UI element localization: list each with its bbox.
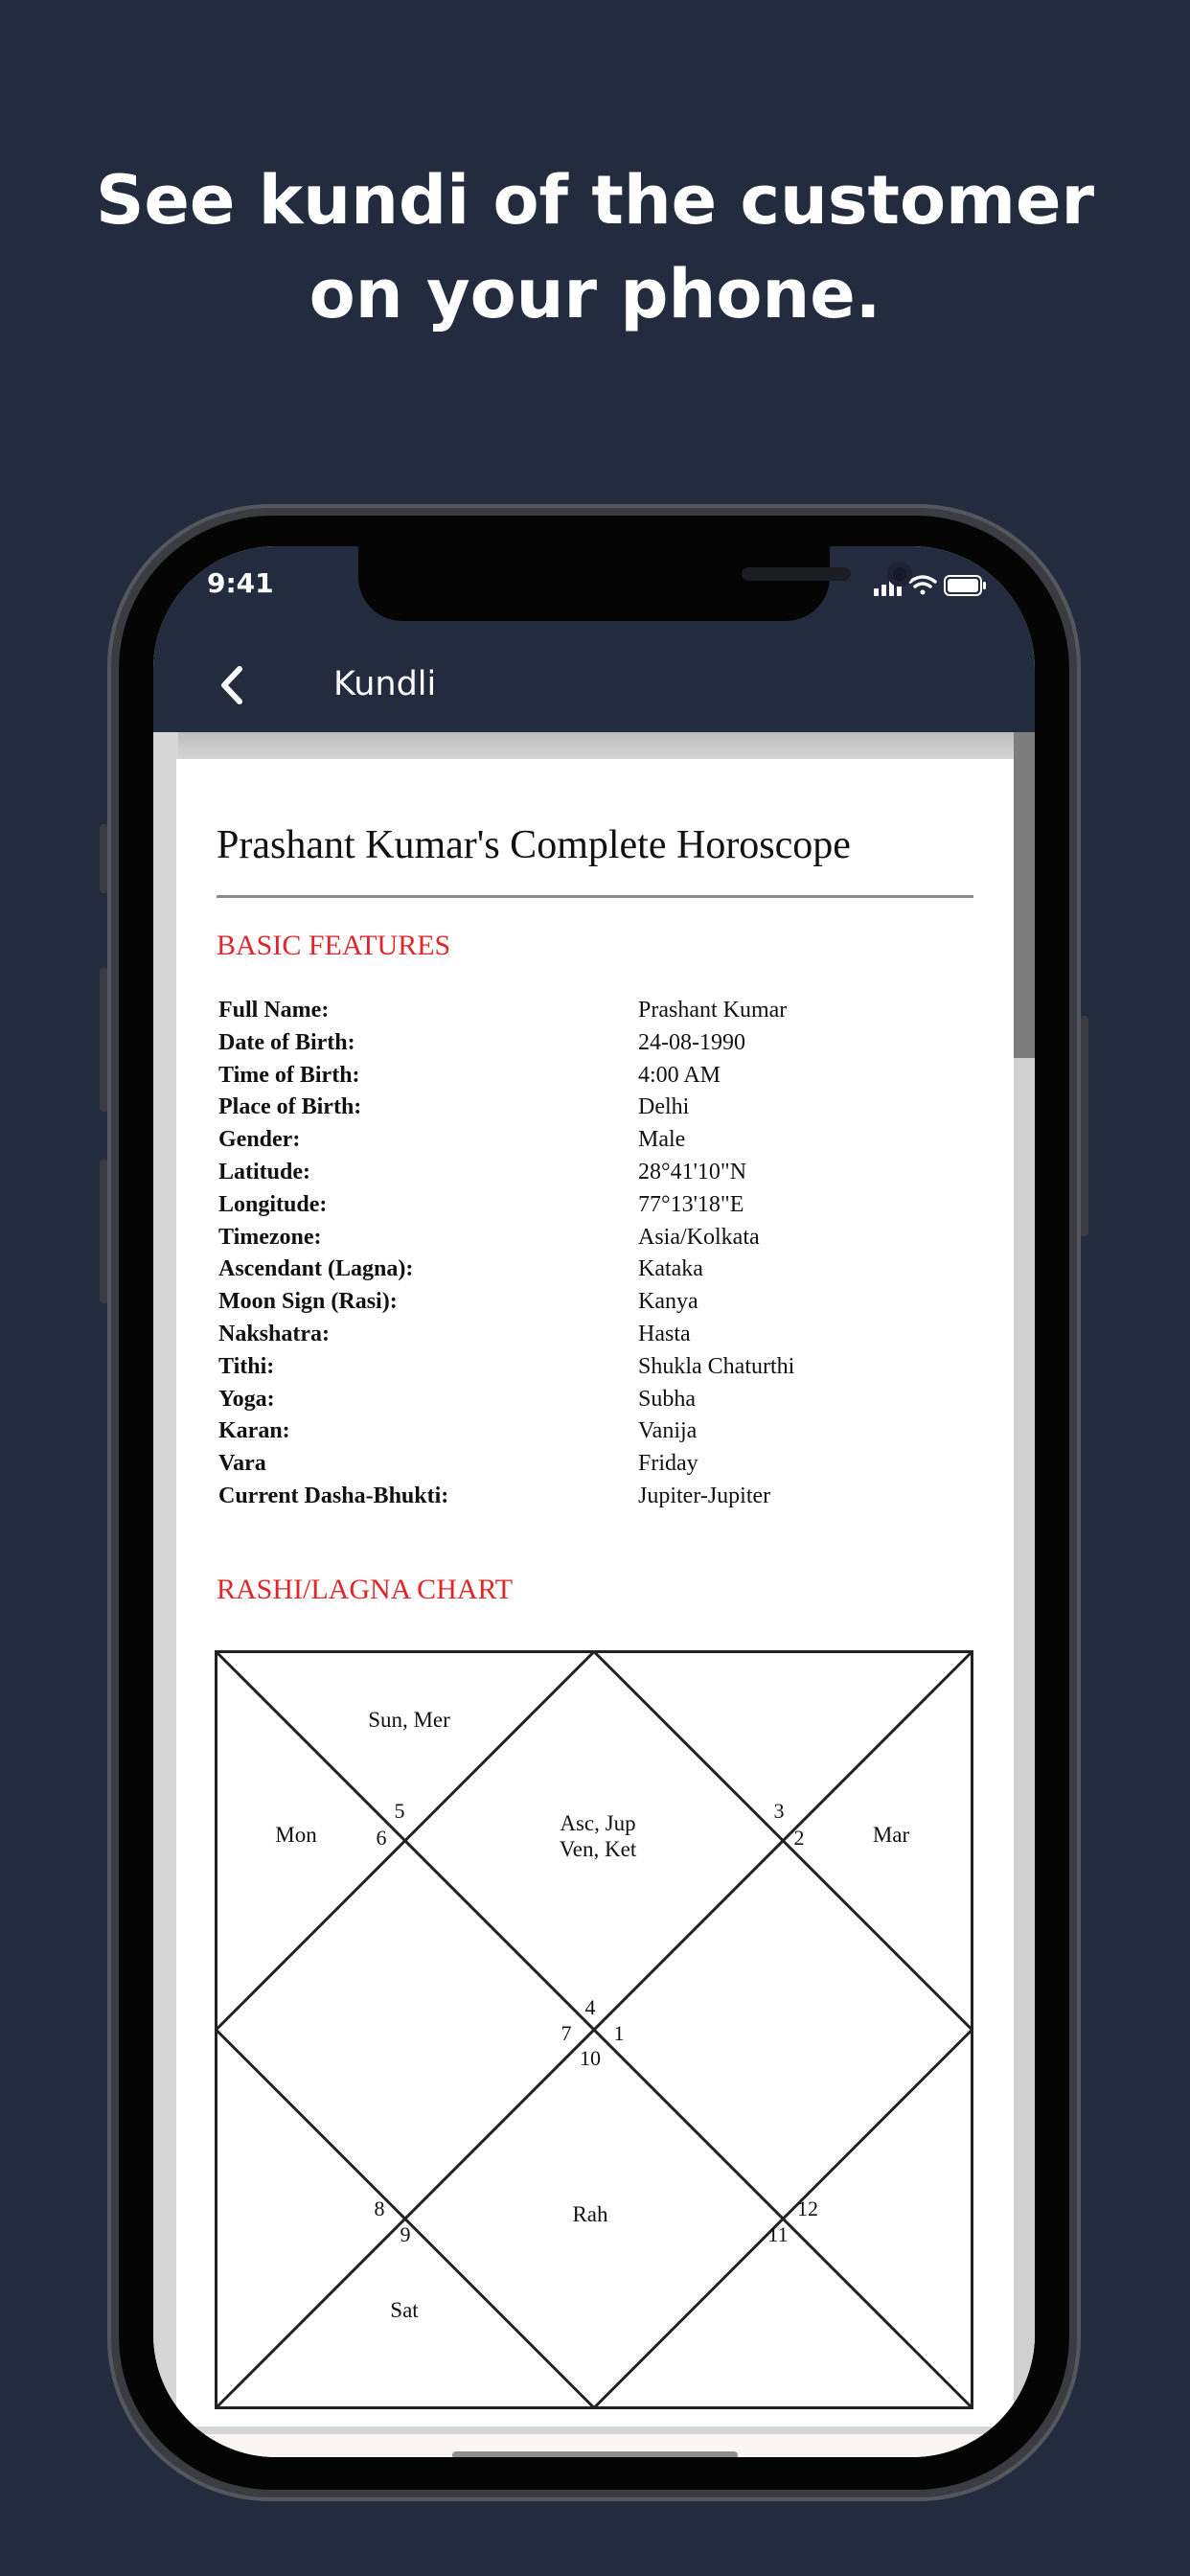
house-planets-top-center-line1: Asc, Jup: [560, 1811, 636, 1835]
headline-line-2: on your phone.: [309, 255, 881, 334]
back-button[interactable]: [209, 661, 257, 709]
feature-row: [218, 1189, 985, 1222]
feature-label: Current Dasha-Bhukti:: [218, 1483, 449, 1508]
sign-number: 5: [394, 1799, 405, 1823]
title-divider: [217, 895, 973, 898]
feature-label: Place of Birth:: [218, 1094, 362, 1120]
feature-value: Prashant Kumar: [638, 998, 788, 1023]
page-shadow: [178, 732, 1021, 761]
house-planets-top-center-line2: Ven, Ket: [559, 1837, 637, 1861]
feature-row: [218, 1027, 985, 1060]
feature-row: [218, 995, 985, 1027]
feature-label: Ascendant (Lagna):: [218, 1256, 414, 1282]
sign-number: 2: [793, 1826, 805, 1850]
sign-number: 8: [374, 2196, 385, 2220]
scrollbar-thumb[interactable]: [1014, 732, 1035, 1058]
feature-value: Hasta: [638, 1321, 691, 1346]
sign-number: 6: [376, 1826, 387, 1850]
phone-screen: [153, 546, 1035, 2457]
feature-label: Moon Sign (Rasi):: [218, 1289, 398, 1315]
feature-row: [218, 1092, 985, 1124]
feature-value: 77°13'18"E: [638, 1191, 744, 1217]
feature-row: [218, 1384, 985, 1416]
feature-value: Subha: [638, 1386, 696, 1412]
lagna-chart: [215, 1650, 973, 2409]
feature-label: Gender:: [218, 1127, 301, 1153]
sign-number: 12: [797, 2196, 818, 2220]
document-page: [176, 759, 1019, 2426]
feature-row: [218, 1060, 985, 1092]
feature-label: Vara: [218, 1451, 266, 1477]
battery-icon: [945, 576, 986, 595]
feature-row: [218, 1415, 985, 1448]
house-planets-bottom-left: Sat: [390, 2298, 419, 2322]
chart-grid: [217, 1652, 973, 2408]
feature-label: Latitude:: [218, 1159, 310, 1184]
feature-row: [218, 1448, 985, 1481]
feature-value: Kanya: [638, 1289, 698, 1315]
feature-row: [218, 1222, 985, 1254]
front-camera: [887, 562, 912, 586]
feature-value: Shukla Chaturthi: [638, 1353, 795, 1379]
nav-bar: [153, 642, 1035, 732]
basic-features-heading: BASIC FEATURES: [217, 930, 451, 961]
feature-label: Karan:: [218, 1418, 290, 1444]
feature-value: Jupiter-Jupiter: [638, 1483, 771, 1508]
feature-row: [218, 1254, 985, 1286]
nav-title: Kundli: [333, 665, 437, 703]
sign-number: 10: [580, 2046, 601, 2070]
feature-label: Yoga:: [218, 1386, 275, 1412]
rashi-lagna-chart-heading: RASHI/LAGNA CHART: [217, 1574, 514, 1605]
house-planets-center-bottom: Rah: [572, 2202, 608, 2226]
house-planets-left-upper: Mon: [275, 1823, 317, 1847]
sign-number: 1: [613, 2021, 625, 2045]
feature-row: [218, 1481, 985, 1513]
headline: [0, 153, 1190, 341]
feature-label: Tithi:: [218, 1353, 275, 1379]
feature-row: [218, 1157, 985, 1189]
feature-row: [218, 1124, 985, 1157]
chevron-left-icon: [209, 661, 257, 709]
sign-number: 11: [767, 2222, 789, 2246]
feature-row: [218, 1319, 985, 1351]
feature-label: Full Name:: [218, 998, 330, 1023]
feature-value: Kataka: [638, 1256, 703, 1282]
feature-label: Longitude:: [218, 1191, 328, 1217]
feature-value: Delhi: [638, 1094, 690, 1120]
basic-features-table: [218, 995, 985, 1513]
feature-label: Date of Birth:: [218, 1029, 355, 1055]
scrollbar[interactable]: [1014, 732, 1035, 2457]
feature-row: [218, 1351, 985, 1384]
speaker-grille: [742, 567, 851, 581]
feature-value: Vanija: [638, 1418, 698, 1444]
document-viewer[interactable]: [153, 732, 1035, 2457]
feature-value: 28°41'10"N: [638, 1159, 747, 1184]
sign-number: 9: [400, 2222, 411, 2246]
feature-value: Male: [638, 1127, 686, 1153]
sign-number: 3: [773, 1799, 785, 1823]
house-planets-right-upper: Mar: [872, 1823, 910, 1847]
feature-value: Asia/Kolkata: [638, 1224, 760, 1250]
feature-value: Friday: [638, 1451, 698, 1477]
sign-number: 4: [584, 1995, 596, 2019]
status-time: 9:41: [207, 567, 274, 599]
headline-line-1: See kundi of the customer: [96, 161, 1094, 240]
feature-value: 4:00 AM: [638, 1062, 721, 1088]
feature-row: [218, 1286, 985, 1319]
document-title: Prashant Kumar's Complete Horoscope: [217, 823, 851, 867]
phone-notch: [358, 546, 830, 621]
feature-label: Nakshatra:: [218, 1321, 331, 1346]
wifi-icon: [910, 577, 935, 595]
feature-label: Time of Birth:: [218, 1062, 360, 1088]
house-planets-top-left: Sun, Mer: [368, 1708, 450, 1732]
home-indicator[interactable]: [452, 2451, 738, 2457]
sign-number: 7: [561, 2021, 572, 2045]
feature-value: 24-08-1990: [638, 1029, 745, 1055]
feature-label: Timezone:: [218, 1224, 322, 1250]
